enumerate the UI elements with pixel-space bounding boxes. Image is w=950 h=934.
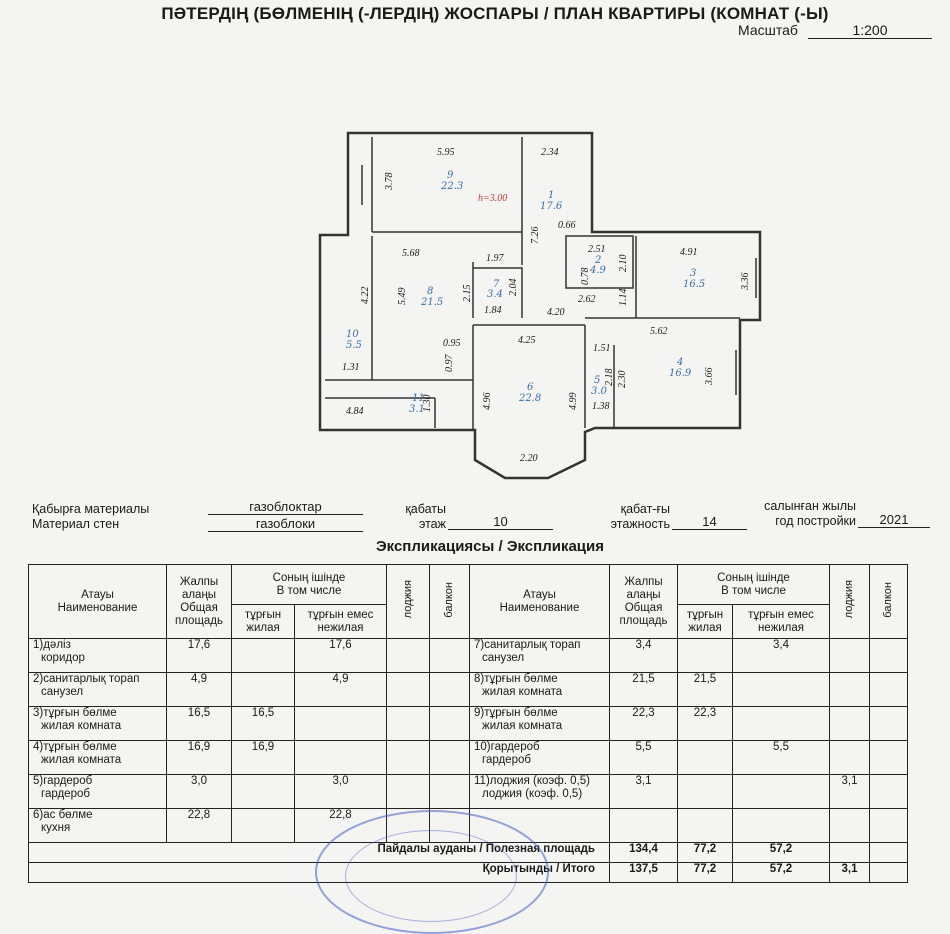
cell-loggia [830,639,870,673]
cell-loggia [387,673,430,707]
cell-nonliving [295,741,387,775]
dimension-label: 0.97 [444,354,455,372]
room-number: 3 [690,268,697,279]
cell-living [232,673,295,707]
dimension-label: 1.14 [618,288,629,306]
cell-loggia [830,707,870,741]
cell-loggia [830,673,870,707]
cell-nonliving [295,707,387,741]
useful-area-row [29,843,908,863]
cell-total: 4,9 [167,673,232,707]
dimension-label: 2.15 [462,284,473,302]
cell-balcony [430,639,470,673]
room-area: 3.0 [591,386,607,397]
room-name: 4)тұрғын бөлме жилая комната [29,741,167,775]
header-total: Жалпы алаңы Общая площадь [167,565,232,639]
cell-nonliving [733,673,830,707]
room-name: 8)тұрғын бөлме жилая комната [470,673,610,707]
dimension-label: 7.26 [530,226,541,244]
cell-nonliving: 5,5 [733,741,830,775]
room-number: 5 [594,375,601,386]
room-number: 2 [595,255,602,266]
room-number: 7 [493,279,500,290]
grand-total-nonliving: 57,2 [733,863,830,883]
cell-balcony [870,741,908,775]
header-including: Соның ішінде В том числе [678,565,830,605]
header-loggia: лоджия [387,565,430,639]
cell-living: 22,3 [678,707,733,741]
dimension-label: 1.31 [342,362,360,373]
cell-balcony [430,741,470,775]
useful-area-balcony [870,843,908,863]
cell-balcony [430,809,470,843]
wall-material-value-kz: газоблоктар [208,499,363,515]
header-loggia: лоджия [830,565,870,639]
header-name: Атауы Наименование [470,565,610,639]
room-4 [669,357,692,379]
room-area: 17.6 [540,201,563,212]
storeys-value: 14 [672,514,747,530]
cell-living [678,741,733,775]
cell-loggia [387,775,430,809]
cell-loggia [830,809,870,843]
cell-balcony [870,707,908,741]
dimension-label: 5.95 [437,147,455,158]
dimension-label: 4.91 [680,247,698,258]
cell-loggia [830,741,870,775]
cell-total: 16,5 [167,707,232,741]
room-area: 21.5 [421,297,444,308]
grand-total-label: Қорытынды / Итого [29,863,610,883]
room-1 [540,190,563,212]
room-name: 5)гардероб гардероб [29,775,167,809]
room-2 [589,255,607,276]
table-row [29,809,908,843]
dimension-label: 5.62 [650,326,668,337]
ceiling-height: h=3.00 [478,193,508,204]
dimension-label: 1.51 [593,343,611,354]
room-number: 9 [447,170,454,181]
cell-loggia [387,809,430,843]
dimension-label: 2.10 [618,254,629,272]
cell-living: 16,5 [232,707,295,741]
grand-total-living: 77,2 [678,863,733,883]
cell-nonliving: 4,9 [295,673,387,707]
cell-loggia [387,639,430,673]
room-name: 3)тұрғын бөлме жилая комната [29,707,167,741]
grand-total-balcony [870,863,908,883]
dimension-label: 3.36 [740,272,751,290]
dimension-label: 2.34 [541,147,559,158]
cell-total: 17,6 [167,639,232,673]
cell-nonliving [733,707,830,741]
dimension-label: 2.30 [617,370,628,388]
cell-nonliving [733,775,830,809]
storeys-label: қабат-ғы этажность [610,502,670,531]
cell-total: 3,0 [167,775,232,809]
header-including: Соның ішінде В том числе [232,565,387,605]
useful-area-label: Пайдалы ауданы / Полезная площадь [29,843,610,863]
year-value: 2021 [858,512,930,528]
header-nonliving: тұрғын емес нежилая [733,605,830,639]
useful-area-living: 77,2 [678,843,733,863]
cell-balcony [870,775,908,809]
table-row [29,707,908,741]
cell-living [678,775,733,809]
room-area: 3.1 [409,404,425,415]
cell-total [610,809,678,843]
dimension-label: 3.78 [384,172,395,190]
room-area: 4.9 [590,265,606,276]
room-name: 7)санитарлық торап санузел [470,639,610,673]
cell-total: 3,4 [610,639,678,673]
room-7 [487,279,503,300]
scale-label: Масштаб [738,22,798,38]
cell-living [678,639,733,673]
cell-balcony [870,673,908,707]
cell-loggia [387,741,430,775]
useful-area-nonliving: 57,2 [733,843,830,863]
room-number: 10 [346,329,359,340]
useful-area-total: 134,4 [610,843,678,863]
header-balcony: балкон [430,565,470,639]
room-number: 6 [527,382,534,393]
cell-nonliving [733,809,830,843]
room-name [470,809,610,843]
year-label: салынған жылы год постройки [764,499,856,528]
cell-living: 16,9 [232,741,295,775]
room-name: 9)тұрғын бөлме жилая комната [470,707,610,741]
header-living: тұрғын жилая [232,605,295,639]
dimension-label: 4.20 [547,307,565,318]
cell-total: 16,9 [167,741,232,775]
room-area: 22.3 [441,181,464,192]
room-3 [683,268,705,290]
dimension-label: 2.04 [508,278,519,296]
grand-total-total: 137,5 [610,863,678,883]
cell-balcony [430,707,470,741]
table-row [29,639,908,673]
room-number: 11 [412,393,425,404]
header-name: Атауы Наименование [29,565,167,639]
room-name: 10)гардероб гардероб [470,741,610,775]
cell-living [232,775,295,809]
room-area: 22.8 [519,393,542,404]
cell-total: 22,8 [167,809,232,843]
dimension-label: 4.25 [518,335,536,346]
header-balcony: балкон [870,565,908,639]
grand-total-loggia: 3,1 [830,863,870,883]
cell-nonliving: 17,6 [295,639,387,673]
cell-total: 5,5 [610,741,678,775]
table-row [29,673,908,707]
cell-loggia: 3,1 [830,775,870,809]
header-nonliving: тұрғын емес нежилая [295,605,387,639]
dimension-label: 4.96 [482,392,493,410]
document-title: ПӘТЕРДІҢ (БӨЛМЕНІҢ (-ЛЕРДІҢ) ЖОСПАРЫ / ПЛАН КВАРТИРЫ (КОМНАТ (-Ы) [161,4,829,23]
dimension-label: 1.97 [486,253,504,264]
floor-label: қабаты этаж [405,502,446,531]
dimension-label: 5.49 [397,287,408,305]
cell-living [232,809,295,843]
dimension-label: 1.38 [592,401,610,412]
cell-nonliving: 3,0 [295,775,387,809]
room-name: 1)дәліз коридор [29,639,167,673]
dimension-label: 3.66 [704,367,715,385]
explication-title: Экспликациясы / Экспликация [375,538,604,555]
dimension-label: 0.78 [580,267,591,285]
cell-loggia [387,707,430,741]
dimension-label: 5.68 [402,248,420,259]
room-name: 2)санитарлық торап санузел [29,673,167,707]
room-9 [440,170,463,192]
cell-living: 21,5 [678,673,733,707]
room-8 [420,286,443,308]
cell-total: 21,5 [610,673,678,707]
header-total: Жалпы алаңы Общая площадь [610,565,678,639]
cell-balcony [430,673,470,707]
dimension-label: 2.51 [588,244,606,255]
cell-nonliving: 22,8 [295,809,387,843]
table-row [29,775,908,809]
dimension-label: 4.84 [346,406,364,417]
room-number: 4 [677,357,684,368]
room-name: 6)ас бөлме кухня [29,809,167,843]
room-area: 5.5 [346,340,362,351]
scale-value: 1:200 [808,22,932,39]
plan-dimensions [342,147,751,464]
dimension-label: 4.99 [568,392,579,410]
dimension-label: 0.95 [443,338,461,349]
dimension-label: 0.66 [558,220,576,231]
cell-living [232,639,295,673]
room-number: 8 [427,286,434,297]
dimension-label: 2.62 [578,294,596,305]
cell-total: 22,3 [610,707,678,741]
cell-balcony [870,639,908,673]
dimension-label: 1.84 [484,305,502,316]
cell-balcony [430,775,470,809]
explication-table [28,564,908,883]
header-living: тұрғын жилая [678,605,733,639]
room-area: 16.9 [669,368,692,379]
cell-balcony [870,809,908,843]
room-area: 3.4 [487,289,503,300]
cell-nonliving: 3,4 [733,639,830,673]
wall-material-label: Қабырға материалы Материал стен [32,502,150,531]
grand-total-row [29,863,908,883]
room-10 [346,329,362,351]
cell-total: 3,1 [610,775,678,809]
room-number: 1 [548,190,555,201]
dimension-label: 2.18 [604,368,615,386]
cell-living [678,809,733,843]
floor-value: 10 [448,514,553,530]
useful-area-loggia [830,843,870,863]
table-row [29,741,908,775]
room-area: 16.5 [683,279,706,290]
wall-material-value-ru: газоблоки [208,516,363,532]
room-6 [518,382,541,404]
dimension-label: 1.30 [422,394,433,412]
dimension-label: 4.22 [360,286,371,304]
room-name: 11)лоджия (коэф. 0,5) лоджия (коэф. 0,5) [470,775,610,809]
dimension-label: 2.20 [520,453,538,464]
